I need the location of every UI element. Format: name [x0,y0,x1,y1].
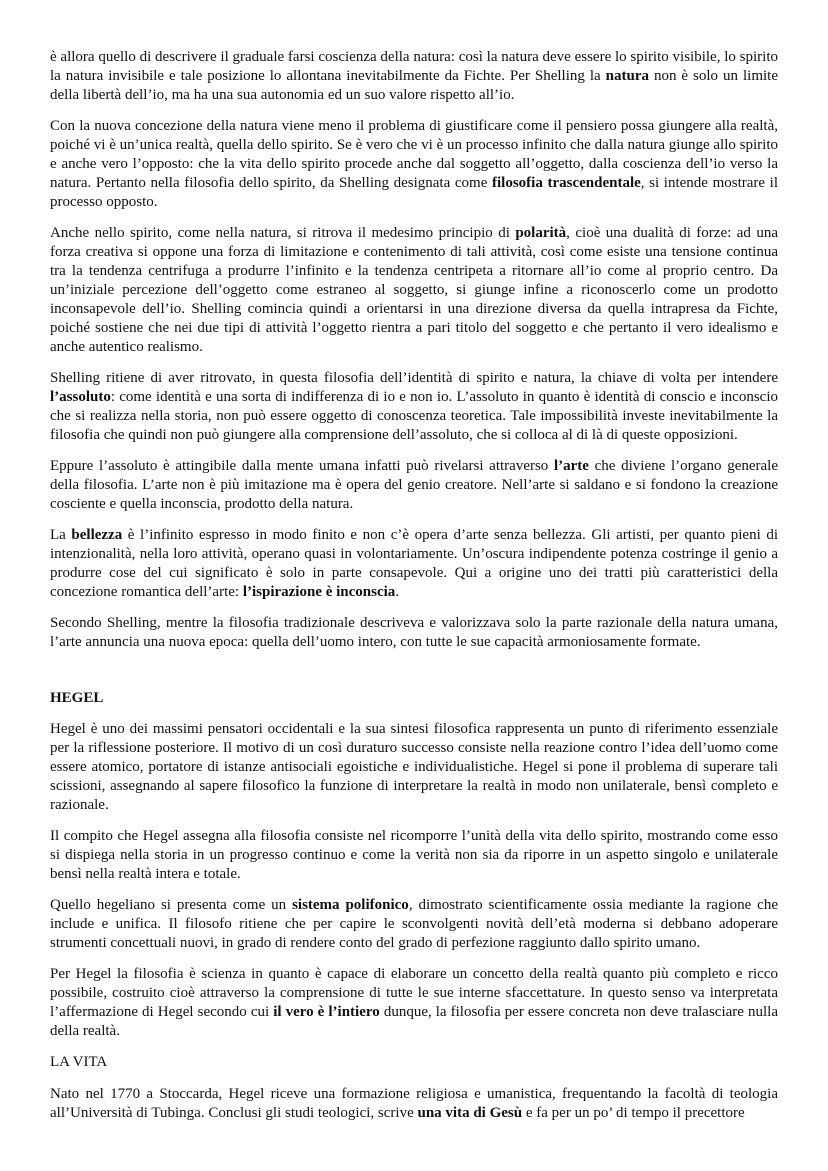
bold-term-polarita: polarità [515,225,567,241]
text-run: , si intende mostrare il processo opposto. [50,175,779,210]
bold-term-sistema-polifonico: sistema polifonico [292,897,409,913]
bold-term-bellezza: bellezza [71,527,123,543]
paragraph-nascita [50,1085,778,1123]
text-run: è allora quello di descrivere il graduale farsi coscienza della natura: così la natura deve essere lo spirito visibile, lo spirito la natura invisibile e tale posizione lo allontana inevitabilmente da Fichte. Per Shelling la [50,49,778,84]
text-run: dunque, la filosofia per essere concreta non deve tralasciare nulla della realtà. [50,1004,778,1039]
bold-term-vero-intiero: il vero è l’intiero [273,1004,380,1020]
bold-term-filosofia-trascendentale: filosofia trascendentale [492,175,641,191]
text-run: Per Hegel la filosofia è scienza in quanto è capace di elaborare un concetto della realtà quanto più completo e ricco possibile, costruito cioè attraverso la comprensione di tutte le sue interne sfaccettature. In questo senso va interpretata l’affermazione di Hegel secondo cui [50,966,778,1020]
text-run: , cioè una dualità di forze: ad una forza creativa si oppone una forza di limitazione e contenimento di tali attività, così come esiste una tensione continua tra la tendenza centrifuga a produrre l’infinito e la tendenza centripeta a ritornare all’io come al proprio centro. Da un’iniziale percezione dell’oggetto come estraneo al soggetto, si giunge infine a riconoscerlo come un prodotto inconsapevole dell’io. Shelling comincia quindi a orientarsi in una direzione diversa da quella intrapresa da Fichte, poiché sostiene che nei due tipi di attività l’oggetto rientra a pari titolo del soggetto e che pertanto il vero idealismo e anche autentico realismo. [50,225,779,355]
paragraph-hegel-compito [50,827,778,884]
paragraph-uomo-intero [50,614,778,652]
paragraph-assoluto [50,369,778,445]
text-run: . [395,584,400,600]
paragraph-polarita [50,224,778,357]
text-run: Nato nel 1770 a Stoccarda, Hegel riceve una formazione religiosa e umanistica, frequentando la facoltà di teologia all’Università di Tubinga. Conclusi gli studi teologici, scrive [50,1086,778,1121]
vita-section [50,1053,778,1123]
text-run: Shelling ritiene di aver ritrovato, in questa filosofia dell’identità di spirito e natura, la chiave di volta per intendere [50,370,778,386]
text-run: , dimostrato scientificamente ossia mediante la ragione che include e unifica. Il filosofo ritiene che per capire le sconvolgenti novità dell’età moderna si debbano adoperare strumenti concettuali nuovi, in grado di rendere conto del grado di perfezione raggiunto dallo spirito umano. [50,897,778,951]
bold-term-arte: l’arte [553,458,589,474]
bold-term-natura: natura [605,68,649,84]
text-run: : come identità e una sorta di indifferenza di io e non io. L’assoluto in quanto è identità di conscio e inconscio che si realizza nella storia, non può essere oggetto di conoscenza teoretica. Tale impossibilità investe inevitabilmente la filosofia che quindi non può giungere alla comprensione dell’assoluto, che si colloca al di là di queste opposizioni. [50,389,778,443]
paragraph-sistema-polifonico [50,896,778,953]
text-run: che diviene l’organo generale della filosofia. L’arte non è più imitazione ma è opera del genio creatore. Nell’arte si saldano e si fondono la creazione cosciente e quella inconscia, prodotto della natura. [50,458,778,512]
text-run: Eppure l’assoluto è attingibile dalla mente umana infatti può rivelarsi attraverso [50,458,554,474]
text-run: La [50,527,72,543]
text-run: Con la nuova concezione della natura viene meno il problema di giustificare come il pensiero possa giungere alla realtà, poiché vi è un’unica realtà, quella dello spirito. Se è vero che vi è un processo infinito che dalla natura giunge allo spirito e anche vero l’opposto: che la vita dello spirito procede anche dal soggetto all’oggetto, dalla coscienza dell’io verso la natura. Pertanto nella filosofia dello spirito, da Shelling designata come [50,118,778,191]
text-run: Secondo Shelling, mentre la filosofia tradizionale descriveva e valorizzava solo la parte razionale della natura umana, l’arte annuncia una nuova epoca: quella dell’uomo intero, con tutte le sue capacità armoniosamente formate. [50,615,778,650]
text-run: non è solo un limite della libertà dell’io, ma ha una sua autonomia ed un suo valore rispetto all’io. [50,68,778,103]
bold-term-vita-di-gesu: una vita di Gesù [417,1105,523,1121]
bold-term-assoluto: l’assoluto [50,389,111,405]
text-run: Il compito che Hegel assegna alla filosofia consiste nel ricomporre l’unità della vita dello spirito, mostrando come esso si dispiega nella storia in un progresso continuo e come la verità non sia da riporre in un aspetto singolo e unilaterale bensì nella realtà intera e totale. [50,828,778,882]
text-run: Anche nello spirito, come nella natura, si ritrova il medesimo principio di [50,225,516,241]
hegel-section [50,689,778,1041]
paragraph-vero-intiero [50,965,778,1041]
section-heading-hegel: HEGEL [50,690,104,706]
paragraph-filosofia-trascendentale [50,117,778,212]
section-heading-la-vita: LA VITA [50,1054,108,1070]
text-run: e fa per un po’ di tempo il precettore [522,1105,745,1121]
paragraph-arte [50,457,778,514]
text-run: Hegel è uno dei massimi pensatori occidentali e la sua sintesi filosofica rappresenta un punto di riferimento essenziale per la riflessione posteriore. Il motivo di un così duraturo successo consiste nella reazione contro l’idea dell’uomo come essere atomico, portatore di istanze antisociali egoistiche e individualistiche. Hegel si pone il problema di superare tali scissioni, assegnando al sapere filosofico la funzione di interpretare la realtà in modo non unilaterale, bensì completo e razionale. [50,721,778,813]
text-run: è l’infinito espresso in modo finito e non c’è opera d’arte senza bellezza. Gli artisti, per quanto pieni di intenzionalità, nella loro attività, operano quasi in volontariamente. Un’oscura indipendente potenza costringe il genio a produrre cose del cui significato è solo in parte consapevole. Qui a origine uno dei tratti più caratteristici della concezione romantica dell’arte: [50,527,778,600]
shelling-section [50,48,778,652]
text-run: Quello hegeliano si presenta come un [50,897,293,913]
bold-term-ispirazione: l’ispirazione è inconscia [242,584,396,600]
paragraph-hegel-intro [50,720,778,815]
document-page [50,48,778,1135]
paragraph-bellezza [50,526,778,602]
paragraph-natura [50,48,778,105]
